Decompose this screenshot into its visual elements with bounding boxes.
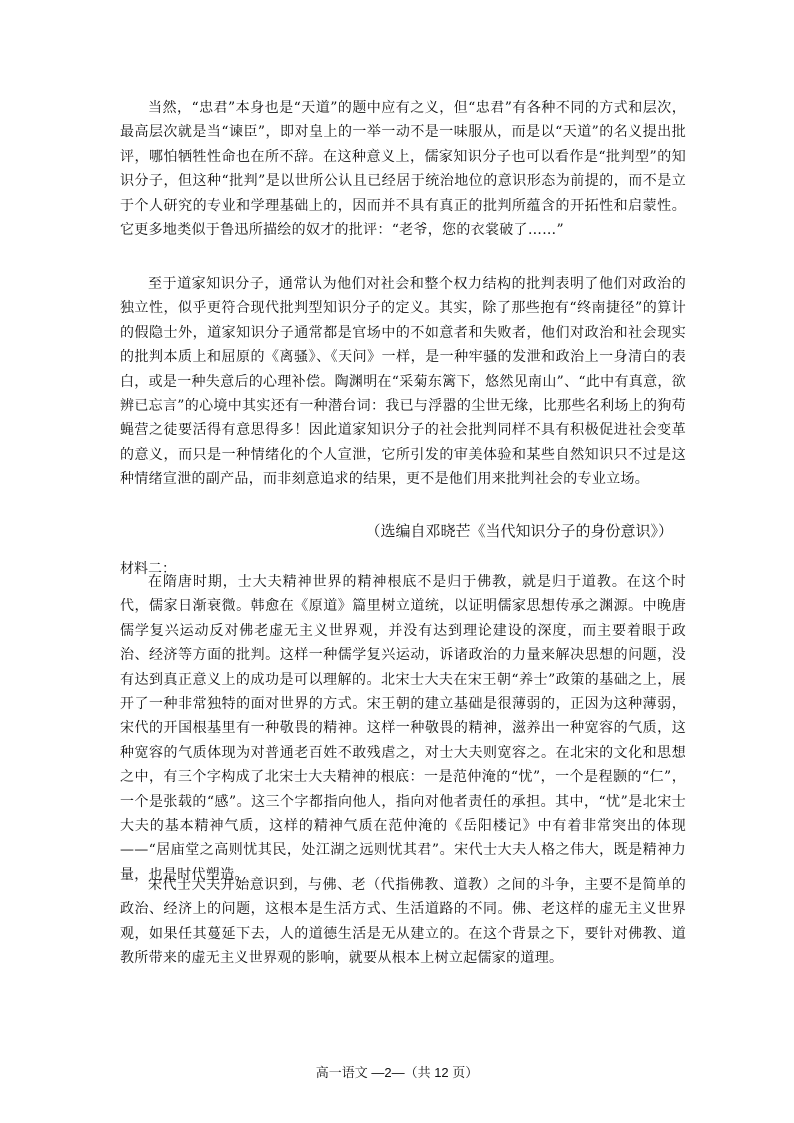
paragraph-confucian-critique: 当然，“忠君”本身也是“天道”的题中应有之义，但“忠君”有各种不同的方式和层次，最高层次就是当“谏臣”，即对皇上的一举一动不是一味服从，而是以“天道”的名义提出批评，哪怕牺牲性命也在所不辞。在这种意义上，儒家知识分子也可以看作是“批判型”的知识分子，但这种“批判”是以世所公认且已经居于统治地位的意识形态为前提的，而不是立于个人研究的专业和学理基础上的，因而并不具有真正的批判所蕴含的开拓性和启蒙性。它更多地类似于鲁迅所描绘的奴才的批评：“老爷，您的衣裳破了……”: [120, 100, 686, 239]
paragraph-song-scholars: 在隋唐时期，士大夫精神世界的精神根底不是归于佛教，就是归于道教。在这个时代，儒家日渐衰微。韩愈在《原道》篇里树立道统，以证明儒家思想传承之渊源。中晚唐儒学复兴运动反对佛老虚无主义世界观，并没有达到理论建设的深度，而主要着眼于政治、经济等方面的批判。这样一种儒学复兴运动，诉诸政治的力量来解决思想的问题，没有达到真正意义上的成功是可以理解的。北宋士大夫在宋王朝“养士”政策的基础之上，展开了一种非常独特的面对世界的方式。宋王朝的建立基础是很薄弱的，正因为这种薄弱，宋代的开国根基里有一种敬畏的精神。这样一种敬畏的精神，滋养出一种宽容的气质，这种宽容的气质体现为对普通老百姓不敢残虐之，对士大夫则宽容之。在北宋的文化和思想之中，有三个字构成了北宋士大夫精神的根底：一是范仲淹的“忧”，一个是程颢的“仁”，一个是张载的“感”。这三个字都指向他人，指向对他者责任的承担。其中，“忧”是北宋士大夫的基本精神气质，这样的精神气质在范仲淹的《岳阳楼记》中有着非常突出的体现——“居庙堂之高则忧其民，处江湖之远则忧其君”。宋代士大夫人格之伟大，既是精神力量，也是时代塑造。: [120, 574, 686, 883]
paragraph-taoist-critique: 至于道家知识分子，通常认为他们对社会和整个权力结构的批判表明了他们对政治的独立性，似乎更符合现代批判型知识分子的定义。其实，除了那些抱有“终南捷径”的算计的假隐士外，道家知识分子通常都是官场中的不如意者和失败者，他们对政治和社会现实的批判本质上和屈原的《离骚》、《天问》一样，是一种牢骚的发泄和政治上一身清白的表白，或是一种失意后的心理补偿。陶渊明在“采菊东篱下，悠然见南山”、“此中有真意，欲辨已忘言”的心境中其实还有一种潜台词：我已与浮嚣的尘世无缘，比那些名利场上的狗苟蝇营之徒要活得有意思得多！因此道家知识分子的社会批判同样不具有积极促进社会变革的意义，而只是一种情绪化的个人宣泄，它所引发的审美体验和某些自然知识只不过是这种情绪宣泄的副产品，而非刻意追求的结果，更不是他们用来批判社会的专业立场。: [120, 276, 686, 488]
source-citation: （选编自邓晓芒《当代知识分子的身份意识》）: [365, 523, 673, 540]
page-footer: 高一语文 —2—（共 12 页）: [315, 1065, 479, 1080]
material-two-label: 材料二：: [120, 561, 176, 577]
paragraph-song-awareness: 宋代士大夫开始意识到，与佛、老（代指佛教、道教）之间的斗争，主要不是简单的政治、经济上的问题，这根本是生活方式、生活道路的不同。佛、老这样的虚无主义世界观，如果任其蔓延下去，人的道德生活是无从建立的。在这个背景之下，要针对佛教、道教所带来的虚无主义世界观的影响，就要从根本上树立起儒家的道理。: [120, 877, 686, 967]
